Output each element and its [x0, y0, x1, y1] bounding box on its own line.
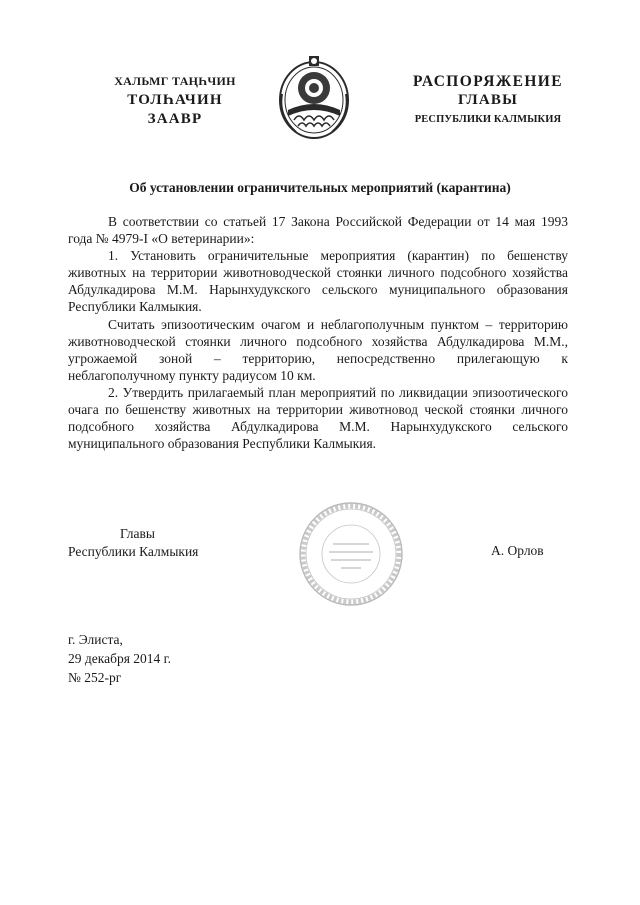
- document-number: № 252-рг: [68, 670, 122, 685]
- document-issue-info: [68, 630, 171, 687]
- paragraph-preamble: В соответствии со статьей 17 Закона Российской Федерации от 14 мая 1993 года № 4979-I «О ветеринарии»:: [68, 214, 568, 247]
- header-right-line-1: РАСПОРЯЖЕНИЕ: [412, 73, 564, 90]
- header-russian-title: [402, 72, 574, 129]
- signatory-name: А. Орлов: [491, 543, 544, 558]
- header-left-line-2: ТОЛҺАЧИН: [127, 92, 223, 108]
- signatory-title: [68, 525, 198, 561]
- paragraph-focus-definition: Считать эпизоотическим очагом и неблагополучным пунктом – территорию животноводческой стоянки личного подсобного хозяйства Абдулкадирова М.М., угрожаемой зоной – территорию, непосредственно прилегающую к неблагополучному пункту радиусом 10 км.: [68, 316, 568, 383]
- coat-of-arms-emblem: [274, 54, 354, 144]
- issue-place: г. Элиста,: [68, 632, 123, 647]
- document-title: Об установлении ограничительных мероприятий (карантина): [129, 180, 511, 195]
- header-left-line-3: ЗААВР: [147, 111, 203, 127]
- signatory-title-line-2: Республики Калмыкия: [68, 544, 199, 559]
- header-left-line-1: ХАЛЬМГ ТАҢҺЧИН: [114, 74, 236, 88]
- header-right-line-2: ГЛАВЫ: [457, 92, 519, 108]
- header-kalmyk-title: [100, 72, 250, 129]
- paragraph-item-2: 2. Утвердить прилагаемый план мероприятий по ликвидации эпизоотического очага по бешенству животных на территории животновод ческой стоянки личного подсобного хозяйства Абдулкадирова М.М. Нарынхудукского сельского муниципального образования Республики Калмыкия.: [68, 384, 568, 452]
- document-body: [68, 213, 568, 452]
- signatory-title-line-1: Главы: [120, 526, 155, 541]
- paragraph-item-1: 1. Установить ограничительные мероприятия (карантин) по бешенству животных на территории животноводческой стоянки личного подсобного хозяйства Абдулкадирова М.М. Нарынхудукского сельского муниципального образования Республики Калмыкия.: [68, 248, 568, 315]
- official-seal-stamp: [297, 500, 405, 608]
- issue-date: 29 декабря 2014 г.: [68, 651, 172, 666]
- header-right-line-3: РЕСПУБЛИКИ КАЛМЫКИЯ: [414, 114, 562, 125]
